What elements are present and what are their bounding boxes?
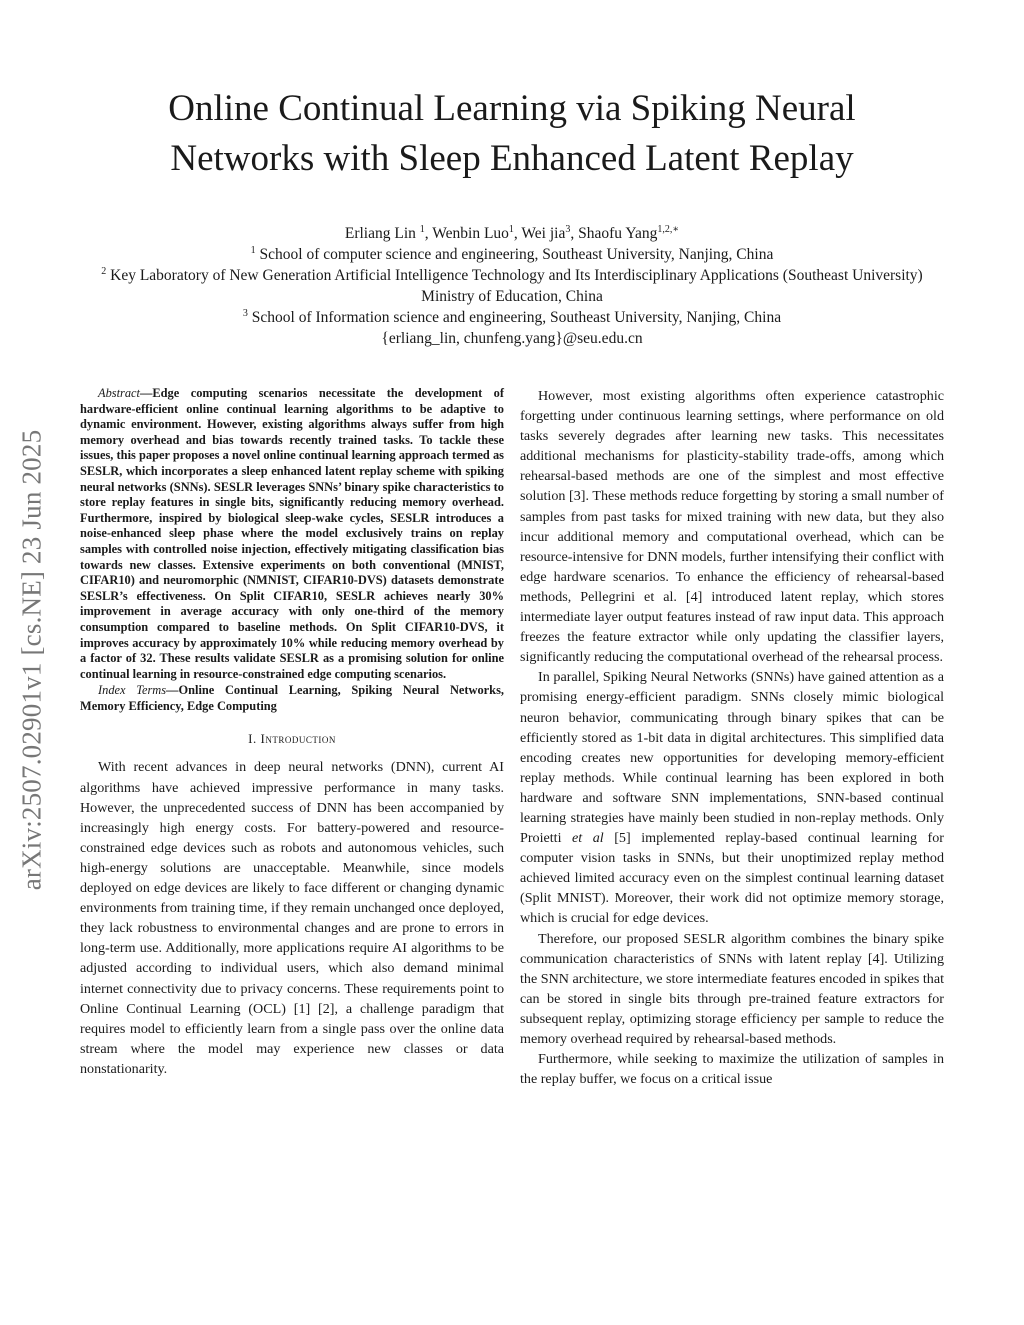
left-column: [80, 386, 504, 1079]
author-block: [60, 223, 964, 349]
intro-paragraph-3: In parallel, Spiking Neural Networks (SNNs) have gained attention as a promising energy-efficient paradigm. SNNs closely mimic biological neuron behavior, communicating through binary spikes that can be efficiently stored as 1-bit data in digital architectures. This simplified data encoding creates new opportunities for developing memory-efficient replay methods. While continual learning has been explored in both hardware and software SNN implementations, SNN-based continual learning strategies have mainly been studied in non-replay methods. Only Proietti et al [5] implemented replay-based continual learning for computer vision tasks in SNNs, but their unoptimized replay method achieved limited accuracy even on the simplest continual learning dataset (Split MNIST). Moreover, their work did not optimize memory storage, which is crucial for edge devices.: [520, 669, 944, 927]
author-list: Erliang Lin $^1$, Wenbin Luo$^1$, Wei jia$^3$, Shaofu Yang$^{1,2,∗}$: [344, 223, 680, 242]
author-email: {erliang_lin, chunfeng.yang}@seu.edu.cn: [381, 330, 643, 347]
paper-title: [60, 84, 964, 184]
intro-paragraph-4: Therefore, our proposed SESLR algorithm combines the binary spike communication characteristics of SNNs with latent replay [4]. Utilizing the SNN architecture, we store intermediate features encoded in spikes that can be stored in single bits through pre-trained feature extractors for subsequent replay, optimizing storage efficiency per sample to reduce the memory overhead required by rehearsal-based methods.: [520, 930, 944, 1047]
citation-et-al: et al: [572, 830, 604, 847]
section-title: Introduction: [260, 731, 336, 747]
affiliation-text: Key Laboratory of New Generation Artificial Intelligence Technology and Its Interdisciplinary Applications (Southeast University): [110, 267, 923, 284]
author-affiliation-mark: 1: [508, 223, 514, 235]
intro-paragraph-2: However, most existing algorithms often experience catastrophic forgetting under continuous learning settings, where performance on old tasks severely degrades after learning new tasks. This necessitates additional mechanisms for plasticity-stability trade-offs, among which rehearsal-based methods are one of the simplest and most effective solution [3]. These methods reduce forgetting by storing a small number of samples from past tasks for mixed training with new data, but they also incur additional memory and computational overhead, which can be resource-intensive for DNN models, further intensifying their conflict with edge hardware scenarios. To enhance the efficiency of rehearsal-based methods, Pellegrini et al. [4] introduced latent replay, which stores intermediate layer output features instead of raw input data. This approach freezes the feature extractor while only updating the classifier layers, significantly reducing the computational overhead of the rehearsal process.: [520, 388, 944, 666]
affiliation-mark: 2: [101, 265, 107, 277]
author-name: Wei jia: [521, 225, 566, 242]
index-terms: [80, 683, 504, 714]
author-affiliation-mark: 3: [565, 223, 571, 235]
abstract-text: Edge computing scenarios necessitate the development of hardware-efficient online continual learning algorithms to be adaptive to dynamic environment. However, existing algorithms always suffer from high memory overhead and bias towards recently trained tasks. To tackle these issues, this paper proposes a novel online continual learning approach termed as SESLR, which incorporates a sleep enhanced latent replay scheme with spiking neural networks (SNNs). SESLR leverages SNNs’ binary spike characteristics to store replay features in single bits, significantly reducing memory overhead. Furthermore, inspired by biological sleep-wake cycles, SESLR introduces a noise-enhanced sleep phase where the model exclusively trains on replay samples with controlled noise injection, effectively mitigating classification bias towards new classes. Extensive experiments on both conventional (MNIST, CIFAR10) and neuromorphic (NMNIST, CIFAR10-DVS) datasets demonstrate SESLR’s effectiveness. On Split CIFAR10, SESLR achieves nearly 30% improvement in average accuracy with only one-third of the memory consumption compared to baseline methods. On Split CIFAR10-DVS, it improves accuracy by approximately 10% while reducing memory overhead by a factor of 32. These results validate SESLR as a promising solution for online continual learning in resource-constrained edge computing scenarios.: [80, 386, 504, 681]
right-column: [520, 386, 944, 1089]
affiliation-mark: 3: [242, 307, 248, 319]
affiliation-2: [60, 265, 964, 286]
title-line-1: Online Continual Learning via Spiking Neural: [168, 88, 856, 129]
author-name: Erliang Lin: [344, 225, 416, 242]
intro-paragraph-1: With recent advances in deep neural networks (DNN), current AI algorithms have achieved impressive performance in many tasks. However, the unprecedented success of DNN has been accompanied by increasingly high energy costs. For battery-powered and resource-constrained edge devices such as robots and autonomous vehicles, such high-energy solutions are unacceptable. Meanwhile, since models deployed on edge devices are likely to face different or changing dynamic environments from training time, if they remain unchanged once deployed, they lack robustness to environmental changes and are prone to errors in long-term use. Additionally, more applications require AI algorithms to be adjusted according to individual users, which also demand minimal internet connectivity due to privacy concerns. These requirements point to Online Continual Learning (OCL) [1] [2], a challenge paradigm that requires model to efficiently learn from a single pass over the online data stream where the model may experience new classes or data nonstationarity.: [80, 759, 504, 1077]
arxiv-identifier: arXiv:2507.02901v1 [cs.NE] 23 Jun 2025: [16, 429, 47, 891]
affiliation-mark: 1: [250, 244, 256, 256]
author-name: Shaofu Yang: [578, 225, 658, 242]
affiliation-text: School of computer science and engineering, Southeast University, Nanjing, China: [259, 246, 774, 263]
title-line-2: Networks with Sleep Enhanced Latent Replay: [170, 138, 854, 179]
affiliation-1: [60, 244, 964, 265]
index-terms-label: Index Terms—: [98, 683, 179, 698]
author-name: Wenbin Luo: [432, 225, 509, 242]
affiliation-2-continued: Ministry of Education, China: [421, 288, 603, 305]
section-number: I.: [248, 731, 261, 747]
abstract: [80, 386, 504, 682]
intro-paragraph-5: Furthermore, while seeking to maximize the utilization of samples in the replay buffer, we focus on a critical issue: [520, 1051, 944, 1088]
index-terms-text: Online Continual Learning, Spiking Neural Networks, Memory Efficiency, Edge Computing: [80, 683, 504, 713]
section-heading-introduction: [80, 731, 504, 747]
affiliation-3: [60, 307, 964, 328]
abstract-label: Abstract—: [98, 386, 153, 400]
affiliation-text: School of Information science and engineering, Southeast University, Nanjing, China: [251, 309, 782, 326]
author-affiliation-mark: 1: [419, 223, 425, 235]
author-affiliation-mark: 1,2,∗: [657, 223, 680, 235]
